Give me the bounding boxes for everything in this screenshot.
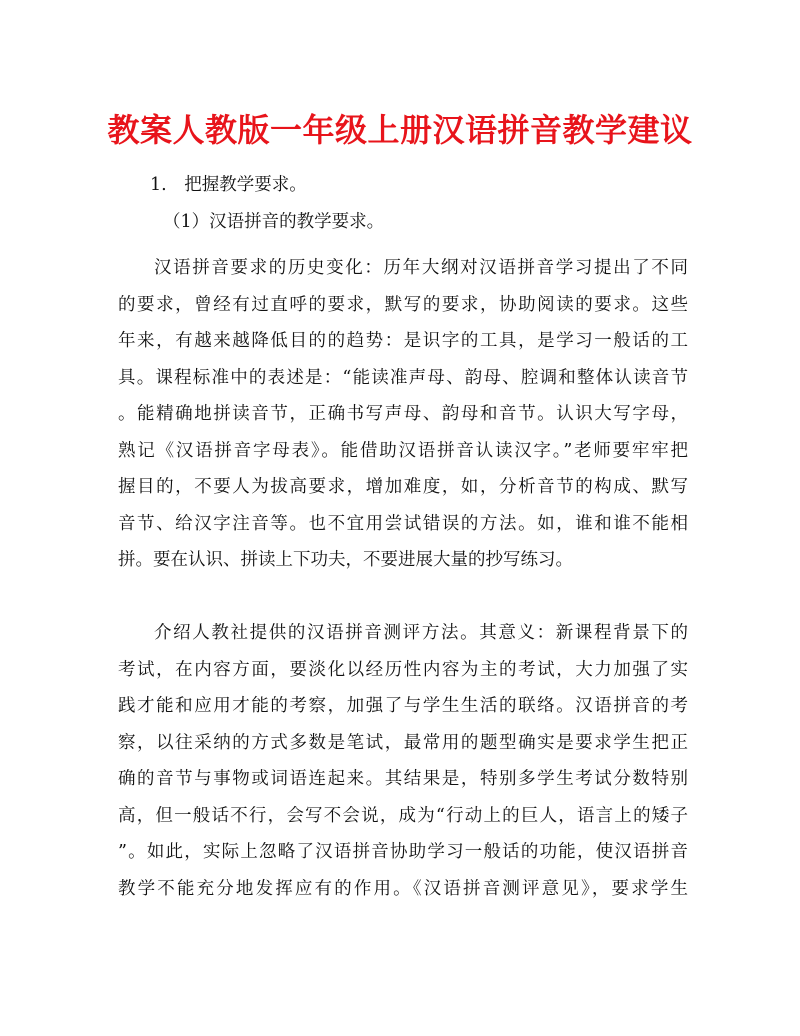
paragraph-line: 。能精确地拼读音节，正确书写声母、韵母和音节。认识大写字母，	[118, 404, 688, 424]
paragraph-line: 高，但一般话不行，会写不会说，成为“行动上的巨人，语言上的矮子	[118, 805, 688, 826]
document-title: 教案人教版一年级上册汉语拼音教学建议	[107, 111, 693, 149]
paragraph-line: 熟记《汉语拼音字母表》。能借助汉语拼音认读汉字。”老师要牢牢把	[118, 440, 688, 461]
paragraph-line: 握目的，不要人为拔高要求，增加难度，如，分析音节的构成、默写	[118, 477, 688, 497]
section-heading: 1. 把握教学要求。	[150, 175, 307, 195]
paragraph-line: 拼。要在认识、拼读上下功夫，不要进展大量的抄写练习。	[118, 550, 573, 570]
paragraph-line: 教学不能充分地发挥应有的作用。《汉语拼音测评意见》，要求学生	[118, 878, 688, 899]
paragraph-line: 介绍人教社提供的汉语拼音测评方法。其意义：新课程背景下的	[154, 623, 688, 643]
subsection-heading: （1）汉语拼音的教学要求。	[163, 212, 385, 232]
paragraph-line: 汉语拼音要求的历史变化：历年大纲对汉语拼音学习提出了不同	[154, 258, 688, 278]
paragraph-line: 年来，有越来越降低目的的趋势：是识字的工具，是学习一般话的工	[118, 331, 688, 351]
paragraph-assessment	[118, 615, 688, 907]
paragraph-line: ”。如此，实际上忽略了汉语拼音协助学习一般话的功能，使汉语拼音	[118, 842, 688, 862]
paragraph-line: 具。课程标准中的表述是：“能读准声母、韵母、腔调和整体认读音节	[118, 367, 688, 388]
paragraph-line: 察，以往采纳的方式多数是笔试，最常用的题型确实是要求学生把正	[118, 732, 688, 753]
paragraph-line: 的要求，曾经有过直呼的要求，默写的要求，协助阅读的要求。这些	[118, 294, 688, 315]
paragraph-line: 确的音节与事物或词语连起来。其结果是，特别多学生考试分数特别	[118, 769, 688, 789]
paragraph-line: 音节、给汉字注音等。也不宜用尝试错误的方法。如，谁和谁不能相	[118, 513, 688, 534]
paragraph-history	[118, 250, 688, 579]
paragraph-line: 践才能和应用才能的考察，加强了与学生生活的联络。汉语拼音的考	[118, 696, 688, 716]
paragraph-line: 考试，在内容方面，要淡化以经历性内容为主的考试，大力加强了实	[118, 659, 688, 680]
